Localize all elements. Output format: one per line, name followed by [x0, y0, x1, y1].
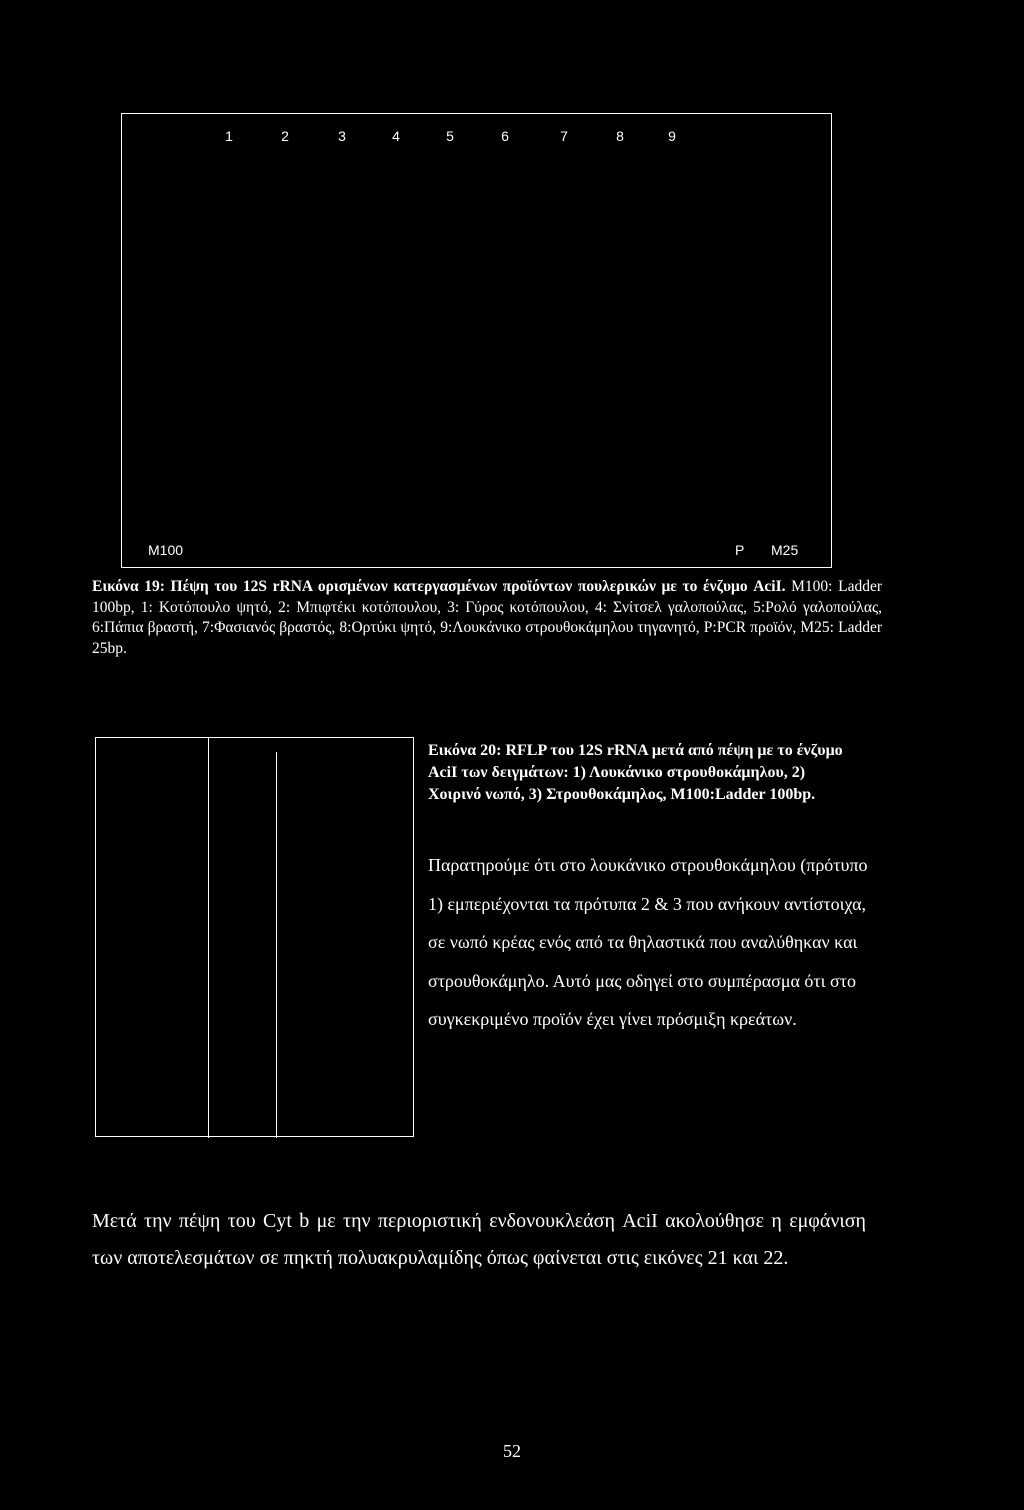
gel-divider-line — [208, 738, 209, 1138]
figure-19-caption-body: M100: Ladder 100bp, 1: Κοτόπουλο ψητό, 2: Μπιφτέκι κοτόπουλου, 3: Γύρος κοτόπουλου, 4: Σνίτσελ γαλοπούλας, 5:Ρολό γαλοπούλας, 6:Πάπια βραστή, 7:Φασιανός βραστός, 8:Ορτύκι ψητό, 9:Λουκάνικο στρουθοκάμηλου τηγανητό, P:PCR προϊόν, M25: Ladder 25bp. — [92, 578, 882, 657]
observation-paragraph: Παρατηρούμε ότι στο λουκάνικο στρουθοκάμηλου (πρότυπο 1) εμπεριέχονται τα πρότυπα 2 & 3 που ανήκουν αντίστοιχα, σε νωπό κρέας ενός από τα θηλαστικά που αναλύθηκαν και στρουθοκάμηλο. Αυτό μας οδηγεί στο συμπέρασμα ότι στο συγκεκριμένο προϊόν έχει γίνει πρόσμιξη κρεάτων. — [428, 855, 868, 1029]
page-number: 52 — [503, 1441, 521, 1461]
marker-label-m100: M100 — [148, 542, 184, 558]
lane-number: 8 — [616, 128, 624, 144]
body-paragraph: Μετά την πέψη του Cyt b με την περιοριστική ενδονουκλεάση AciI ακολούθησε η εμφάνιση των αποτελεσμάτων σε πηκτή πολυακρυλαμίδης όπως φαίνεται στις εικόνες 21 και 22. — [92, 1210, 866, 1269]
lane-number: 2 — [281, 128, 289, 144]
lane-number: 7 — [560, 128, 568, 144]
gel-image-figure-19 — [121, 113, 832, 568]
figure-20-caption: Εικόνα 20: RFLP του 12S rRNA μετά από πέψη με το ένζυμο AciI των δειγμάτων: 1) Λουκάνικο στρουθοκάμηλου, 2) Χοιρινό νωπό, 3) Στρουθοκάμηλος, M100:Ladder 100bp. — [428, 742, 843, 803]
lane-number: 4 — [392, 128, 400, 144]
figure-19-caption — [92, 577, 882, 659]
lane-number: 1 — [225, 128, 233, 144]
lane-number: 9 — [668, 128, 676, 144]
figure-19-caption-lead: Εικόνα 19: Πέψη του 12S rRNA ορισμένων κατεργασμένων προϊόντων πουλερικών με το ένζυμο AciI. — [92, 578, 786, 595]
lane-number: 6 — [501, 128, 509, 144]
lane-number: 3 — [338, 128, 346, 144]
lane-number: 5 — [446, 128, 454, 144]
gel-divider-line — [276, 752, 277, 1138]
marker-label-p: P — [735, 542, 745, 558]
marker-label-m25: M25 — [771, 542, 799, 558]
gel-image-figure-20 — [95, 737, 414, 1137]
